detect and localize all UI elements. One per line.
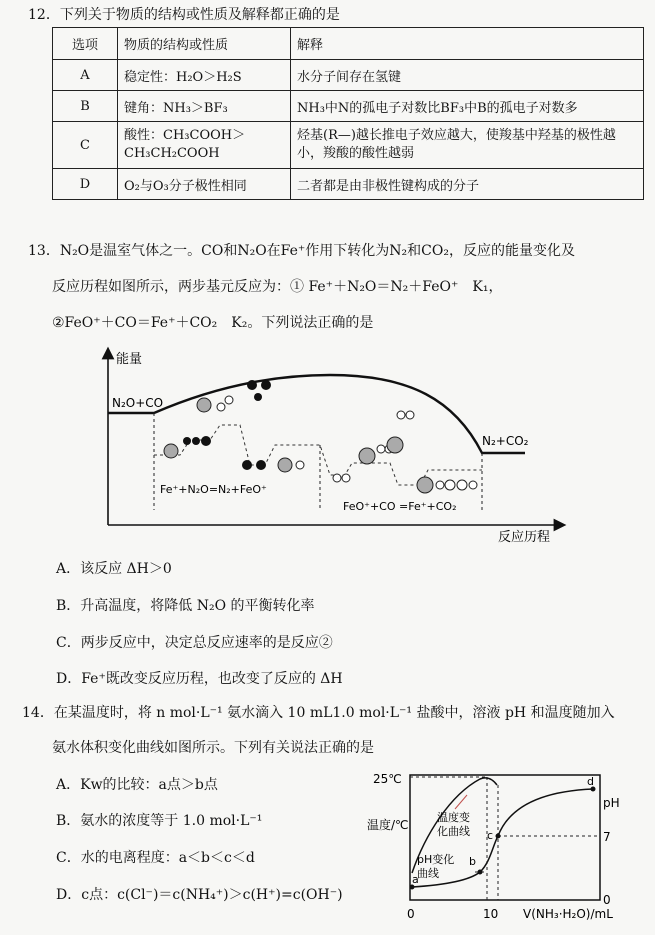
q14-option-b: B．氨水的浓度等于 1.0 mol·L⁻¹ (56, 813, 263, 829)
ph-tick-0: 0 (603, 893, 611, 907)
y-axis-label: 能量 (116, 352, 143, 367)
point-b (478, 870, 483, 875)
row-option: D (53, 169, 118, 200)
q14-option-c: C．水的电离程度：a＜b＜c＜d (56, 850, 255, 866)
label-d: d (587, 775, 594, 788)
label-a: a (412, 873, 419, 886)
temp-curve-label-1: 温度变 (437, 811, 470, 824)
energy-curve (108, 375, 525, 453)
row-explanation: 水分子间存在氢键 (291, 60, 644, 91)
table-row (53, 122, 644, 169)
row-option: B (53, 91, 118, 122)
q13-option-d: D．Fe⁺既改变反应历程，也改变了反应的 ΔH (56, 671, 343, 687)
header-option: 选项 (53, 28, 118, 60)
row-property: 酸性：CH₃COOH＞CH₃CH₂COOH (118, 122, 291, 169)
reactant-label: N₂O+CO (112, 396, 164, 410)
table-row (53, 60, 644, 91)
q14-line1: 14．在某温度时，将 n mol·L⁻¹ 氨水滴入 10 mL1.0 mol·L⁻¹ 盐酸中，溶液 pH 和温度随加入 (22, 705, 615, 721)
ph-axis-label: pH (603, 796, 620, 810)
header-explanation: 解释 (291, 28, 644, 60)
ph-tick-7: 7 (603, 830, 611, 844)
row-property: 稳定性：H₂O＞H₂S (118, 60, 291, 91)
q12-stem: 12．下列关于物质的结构或性质及解释都正确的是 (28, 7, 340, 23)
ph-temperature-graph (365, 765, 650, 935)
q13-option-b: B．升高温度，将降低 N₂O 的平衡转化率 (56, 598, 315, 614)
x-tick-10: 10 (483, 907, 499, 921)
q13-line2: 反应历程如图所示，两步基元反应为：① Fe⁺＋N₂O＝N₂＋FeO⁺ K₁， (52, 279, 503, 295)
point-c (496, 834, 501, 839)
step2-label: FeO⁺+CO =Fe⁺+CO₂ (343, 500, 457, 513)
x-tick-0: 0 (407, 907, 415, 921)
ph-curve (412, 789, 593, 887)
ph-curve-label-2: 曲线 (417, 867, 439, 880)
x-axis-label: 反应历程 (498, 530, 551, 545)
product-label: N₂+CO₂ (482, 434, 529, 448)
intermediate-path (154, 425, 482, 485)
header-property: 物质的结构或性质 (118, 28, 291, 60)
row-option: C (53, 122, 118, 169)
q13-line3: ②FeO⁺＋CO＝Fe⁺＋CO₂ K₂。下列说法正确的是 (52, 315, 374, 331)
label-c: c (487, 829, 494, 842)
q14-line2: 氨水体积变化曲线如图所示。下列有关说法正确的是 (52, 740, 374, 756)
x-axis-label: V(NH₃·H₂O)/mL (523, 907, 613, 921)
table-row (53, 169, 644, 200)
q13-option-c: C．两步反应中，决定总反应速率的是反应② (56, 635, 333, 651)
row-explanation: 烃基(R—)越长推电子效应越大，使羧基中羟基的极性越小，羧酸的酸性越弱 (291, 122, 644, 169)
row-explanation: NH₃中N的孤电子对数比BF₃中B的孤电子对数多 (291, 91, 644, 122)
row-property: O₂与O₃分子极性相同 (118, 169, 291, 200)
temp-axis-label: 温度/℃ (367, 818, 409, 832)
row-property: 键角：NH₃＞BF₃ (118, 91, 291, 122)
ph-curve-label-1: pH变化 (417, 853, 455, 866)
q14-option-a: A．Kw的比较：a点＞b点 (56, 777, 218, 793)
step1-label: Fe⁺+N₂O=N₂+FeO⁺ (160, 483, 267, 496)
q12-table (52, 27, 644, 200)
q13-line1: 13．N₂O是温室气体之一。CO和N₂O在Fe⁺作用下转化为N₂和CO₂，反应的能量变化及 (28, 243, 575, 259)
table-header-row (53, 28, 644, 60)
row-option: A (53, 60, 118, 91)
label-b: b (469, 855, 476, 868)
q14-option-d: D．c点：c(Cl⁻)＝c(NH₄⁺)＞c(H⁺)=c(OH⁻) (56, 887, 343, 903)
temp-curve-label-2: 化曲线 (437, 825, 470, 838)
row-explanation: 二者都是由非极性键构成的分子 (291, 169, 644, 200)
table-row (53, 91, 644, 122)
temp-tick-25: 25℃ (373, 772, 402, 786)
q13-option-a: A．该反应 ΔH＞0 (56, 561, 172, 577)
energy-diagram (90, 345, 580, 545)
